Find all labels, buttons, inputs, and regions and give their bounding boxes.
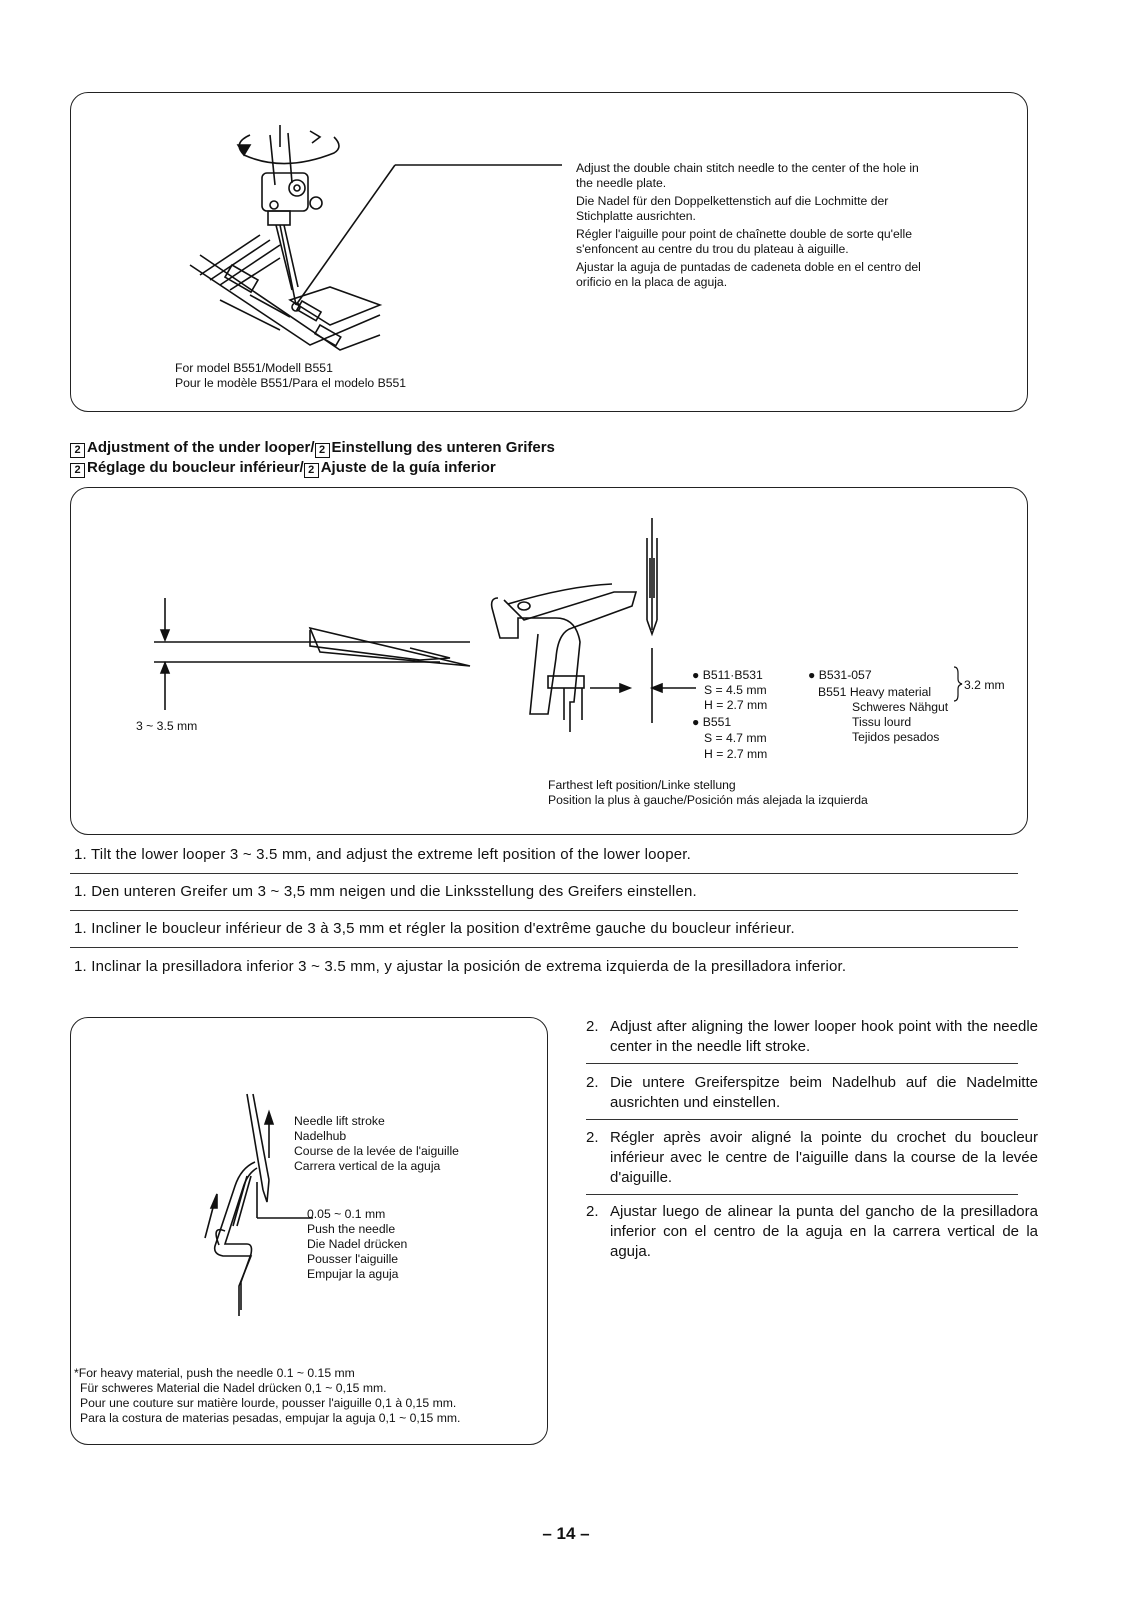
needle-adjust-caption-line-4: Stichplatte ausrichten. — [576, 209, 696, 223]
section-number-badge: 2 — [70, 443, 85, 458]
step1-fr: 1. Incliner le boucleur inférieur de 3 à 3,5 mm et régler la position d'extrême gauche du boucleur inférieur. — [74, 920, 795, 937]
step1-en: 1. Tilt the lower looper 3 ~ 3.5 mm, and adjust the extreme left position of the lower looper. — [74, 846, 692, 863]
section-heading-line-1 — [70, 438, 555, 458]
heading-en: Adjustment of the under looper/ — [87, 439, 315, 456]
spec-right-line-2: B551 Heavy material — [818, 685, 932, 699]
lift-label-2: Nadelhub — [294, 1129, 347, 1143]
step-number: 2. — [586, 1074, 599, 1091]
step-number: 2. — [586, 1018, 599, 1035]
heading-fr: Réglage du boucleur inférieur/ — [87, 459, 304, 476]
heavy-note-line-1: *For heavy material, push the needle 0.1 ~ 0.15 mm — [74, 1366, 355, 1380]
step-text: Régler après avoir aligné la pointe du crochet du boucleur inférieur avec le centre de l'aiguille dans la course de la levée d'aiguille. — [610, 1129, 1038, 1186]
section-number-badge: 2 — [304, 463, 319, 478]
step-number: 2. — [586, 1203, 599, 1220]
step-text: Die untere Greiferspitze beim Nadelhub auf die Nadelmitte ausrichten und einstellen. — [610, 1074, 1038, 1111]
step-number: 2. — [586, 1129, 599, 1146]
divider — [586, 1063, 1018, 1064]
push-label-3: Die Nadel drücken — [307, 1237, 408, 1251]
push-label-5: Empujar la aguja — [307, 1267, 399, 1281]
section-heading-line-2 — [70, 458, 496, 478]
spec-right-line-1: ● B531-057 — [808, 668, 872, 682]
needle-adjust-caption-line-1: Adjust the double chain stitch needle to the center of the hole in — [576, 161, 919, 175]
spec-right-line-4: Tissu lourd — [852, 715, 912, 729]
step2-en — [586, 1017, 1038, 1057]
heavy-note-line-3: Pour une couture sur matière lourde, pousser l'aiguille 0,1 à 0,15 mm. — [80, 1396, 457, 1410]
heading-de: Einstellung des unteren Grifers — [331, 439, 555, 456]
needle-adjust-caption-line-5: Régler l'aiguille pour point de chaînette double de sorte qu'elle — [576, 227, 912, 241]
needle-adjust-caption-line-6: s'enfoncent au centre du trou du plateau à aiguille. — [576, 242, 849, 256]
divider — [70, 947, 1018, 948]
needle-clamp-illustration — [180, 125, 600, 385]
spec-right-line-5: Tejidos pesados — [852, 730, 940, 744]
lift-label-3: Course de la levée de l'aiguille — [294, 1144, 459, 1158]
heavy-note-line-2: Für schweres Material die Nadel drücken 0,1 ~ 0,15 mm. — [80, 1381, 387, 1395]
page-number: – 14 – — [542, 1524, 590, 1543]
heading-es: Ajuste de la guía inferior — [320, 459, 496, 476]
model-note-line-2: Pour le modèle B551/Para el modelo B551 — [175, 376, 407, 390]
step2-de — [586, 1073, 1038, 1113]
lift-label-4: Carrera vertical de la aguja — [294, 1159, 441, 1173]
looper-position-illustration — [490, 518, 700, 728]
divider — [70, 910, 1018, 911]
spec-left-line-1: ● B511·B531 — [692, 668, 763, 682]
section-number-badge: 2 — [70, 463, 85, 478]
spec-right-line-3: Schweres Nähgut — [852, 700, 949, 714]
position-note-line-2: Position la plus à gauche/Posición más alejada la izquierda — [548, 793, 868, 807]
section-number-badge: 2 — [315, 443, 330, 458]
step-text: Ajustar luego de alinear la punta del gancho de la presilladora inferior con el centro de la aguja en la carrera vertical de la aguja. — [610, 1203, 1038, 1260]
step2-es — [586, 1202, 1038, 1262]
tilt-dimension-label: 3 ~ 3.5 mm — [136, 719, 198, 733]
divider — [586, 1119, 1018, 1120]
step-text: Adjust after aligning the lower looper hook point with the needle center in the needle lift stroke. — [610, 1018, 1038, 1055]
looper-tilt-illustration — [140, 590, 480, 730]
spec-left-line-6: H = 2.7 mm — [704, 747, 768, 761]
divider — [586, 1194, 1018, 1195]
spec-left-line-2: S = 4.5 mm — [704, 683, 767, 697]
lift-label-1: Needle lift stroke — [294, 1114, 385, 1128]
heavy-note-line-4: Para la costura de materias pesadas, empujar la aguja 0,1 ~ 0,15 mm. — [80, 1411, 461, 1425]
spec-right-value: 3.2 mm — [964, 678, 1005, 692]
needle-adjust-caption-line-8: orificio en la placa de aguja. — [576, 275, 728, 289]
spec-brace — [952, 666, 964, 702]
step2-fr — [586, 1128, 1038, 1188]
spec-left-line-4: ● B551 — [692, 715, 732, 729]
position-note-line-1: Farthest left position/Linke stellung — [548, 778, 736, 792]
divider — [70, 873, 1018, 874]
step1-de: 1. Den unteren Greifer um 3 ~ 3,5 mm neigen und die Linksstellung des Greifers einstellen. — [74, 883, 697, 900]
needle-adjust-caption-line-2: the needle plate. — [576, 176, 667, 190]
model-note-line-1: For model B551/Modell B551 — [175, 361, 333, 375]
push-label-1: 0.05 ~ 0.1 mm — [307, 1207, 386, 1221]
needle-adjust-caption-line-7: Ajustar la aguja de puntadas de cadeneta doble en el centro del — [576, 260, 921, 274]
spec-left-line-3: H = 2.7 mm — [704, 698, 768, 712]
push-label-4: Pousser l'aiguille — [307, 1252, 399, 1266]
push-label-2: Push the needle — [307, 1222, 396, 1236]
needle-adjust-caption-line-3: Die Nadel für den Doppelkettenstich auf die Lochmitte der — [576, 194, 889, 208]
spec-left-line-5: S = 4.7 mm — [704, 731, 767, 745]
step1-es: 1. Inclinar la presilladora inferior 3 ~ 3.5 mm, y ajustar la posición de extrema izquierda de la presilladora inferior. — [74, 958, 847, 975]
